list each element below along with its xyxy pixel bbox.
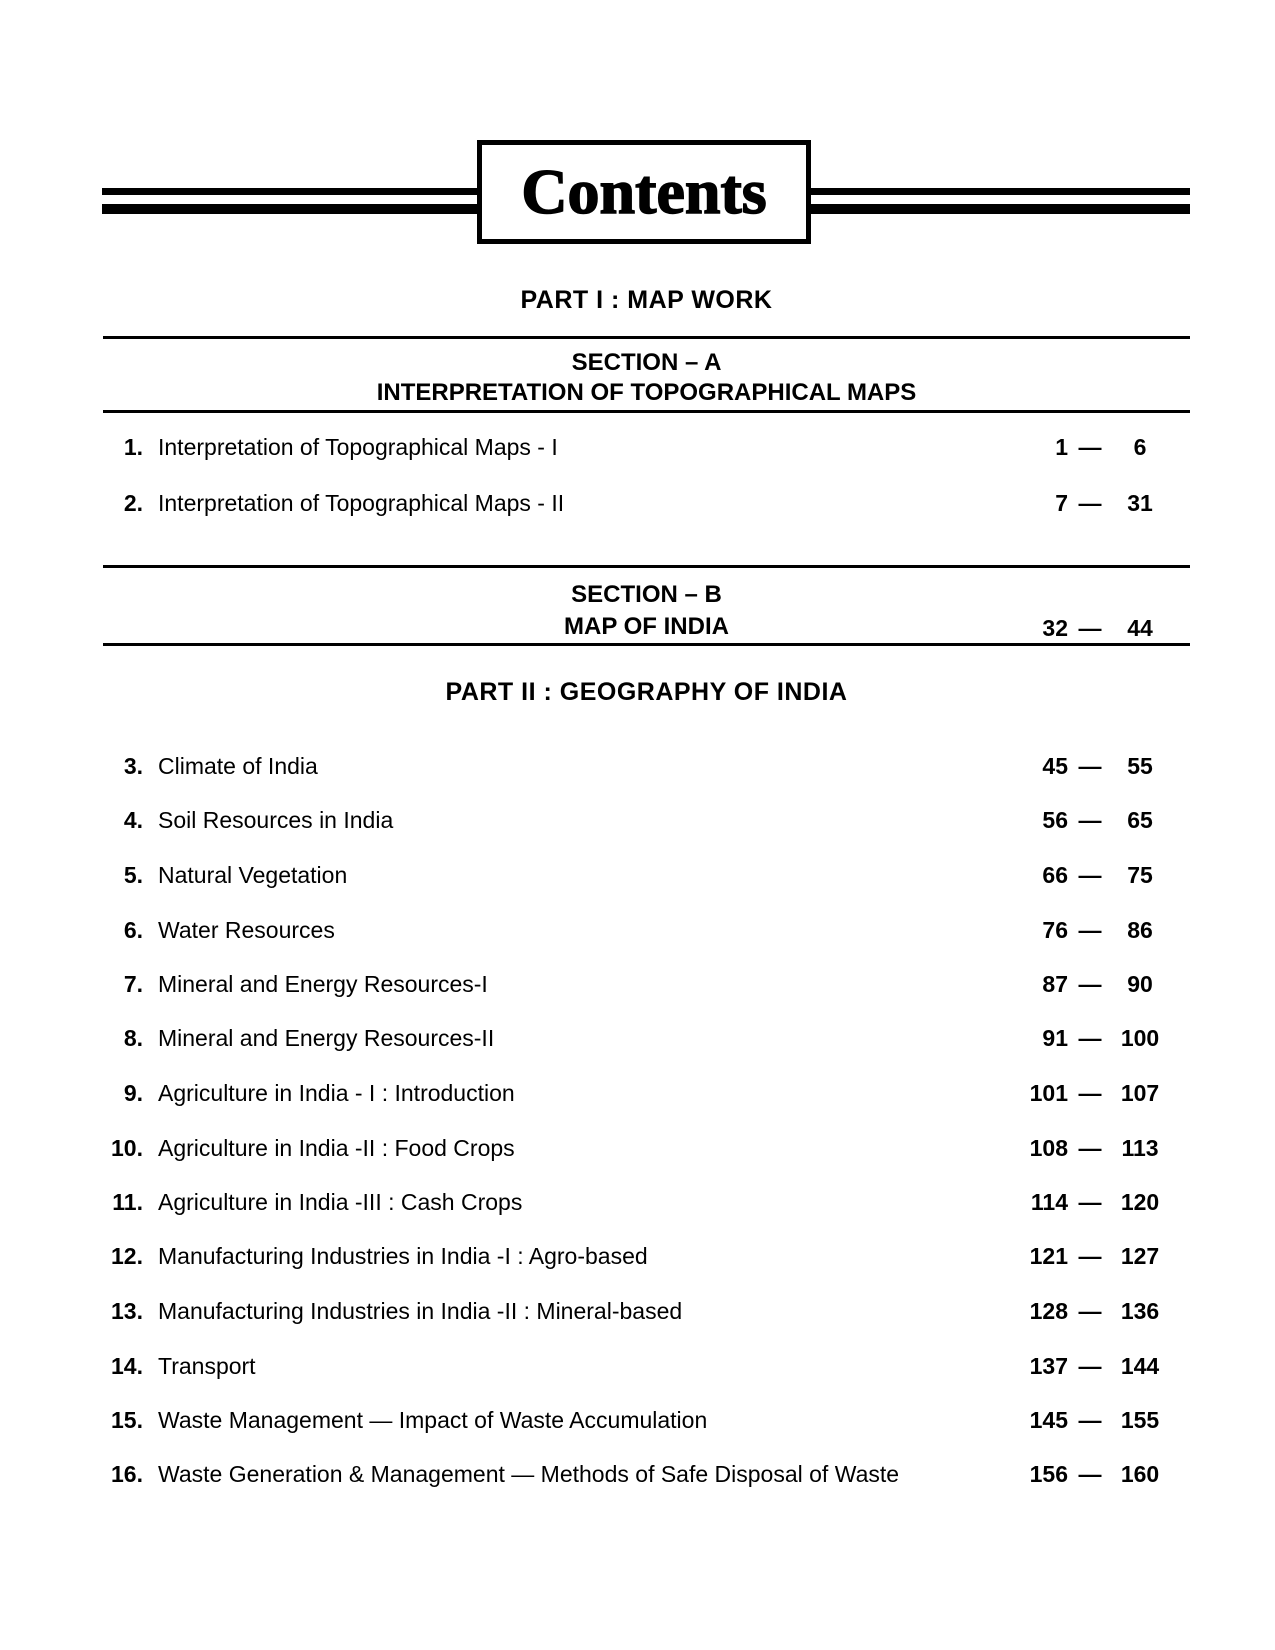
item-page-range: [1020, 916, 1168, 944]
part2-heading: PART II : GEOGRAPHY OF INDIA: [445, 678, 848, 706]
page-start: 45: [1042, 753, 1068, 779]
item-title: Manufacturing Industries in India -II : Mineral-based: [158, 1298, 683, 1324]
item-page-range: [1020, 1079, 1168, 1107]
page-dash: —: [1078, 753, 1102, 779]
section-b-subtitle: MAP OF INDIA: [564, 613, 729, 640]
item-page-range: [1020, 1406, 1168, 1434]
item-title: Natural Vegetation: [158, 862, 348, 888]
section-a-rule-top: [103, 336, 1190, 339]
item-number: 9.: [123, 1080, 143, 1106]
item-number: 14.: [111, 1353, 143, 1379]
toc-item-4: [0, 806, 1275, 836]
item-title: Water Resources: [158, 917, 335, 943]
toc-item-7: [0, 970, 1275, 1000]
page-end: 155: [1120, 1407, 1160, 1433]
item-number: 10.: [111, 1135, 143, 1161]
page-end: 31: [1127, 490, 1153, 516]
page-end: 55: [1127, 753, 1153, 779]
item-number: 6.: [123, 917, 143, 943]
section-a-subtitle: INTERPRETATION OF TOPOGRAPHICAL MAPS: [376, 379, 917, 406]
page-end: 107: [1120, 1080, 1160, 1106]
page-dash: —: [1078, 917, 1102, 943]
item-number: 5.: [123, 862, 143, 888]
item-number: 7.: [123, 971, 143, 997]
item-page-range: [1020, 1460, 1168, 1488]
page-dash: —: [1078, 1298, 1102, 1324]
page-start: 87: [1042, 971, 1068, 997]
page-start: 32: [1042, 615, 1068, 641]
item-number: 13.: [111, 1298, 143, 1324]
page-end: 6: [1133, 434, 1147, 460]
item-page-range: [1020, 861, 1168, 889]
page-end: 90: [1127, 971, 1153, 997]
page-start: 7: [1055, 490, 1068, 516]
item-title: Waste Management — Impact of Waste Accumulation: [158, 1407, 708, 1433]
page-dash: —: [1078, 1243, 1102, 1269]
page-start: 121: [1029, 1243, 1068, 1269]
item-page-range: [1020, 806, 1168, 834]
page-end: 65: [1127, 807, 1153, 833]
item-number: 3.: [123, 753, 143, 779]
toc-item-13: [0, 1297, 1275, 1327]
item-number: 11.: [112, 1189, 143, 1215]
item-page-range: [1020, 1134, 1168, 1162]
toc-item-6: [0, 916, 1275, 946]
page-start: 114: [1030, 1189, 1068, 1215]
part1-heading: PART I : MAP WORK: [520, 286, 773, 314]
page-title: Contents: [521, 156, 767, 227]
toc-item-3: [0, 752, 1275, 782]
page-end: 113: [1121, 1135, 1159, 1161]
page-end: 136: [1120, 1298, 1160, 1324]
item-page-range: [1020, 489, 1168, 517]
toc-item-1: [0, 433, 1275, 463]
item-title: Climate of India: [158, 753, 318, 779]
page-end: 100: [1120, 1025, 1160, 1051]
page-dash: —: [1078, 862, 1102, 888]
section-b-title: SECTION – B: [571, 581, 722, 608]
item-number: 16.: [111, 1461, 143, 1487]
page-end: 120: [1120, 1189, 1160, 1215]
page-dash: —: [1078, 615, 1102, 641]
section-b-rule-top: [103, 565, 1190, 568]
item-page-range: [1020, 1352, 1168, 1380]
item-title: Mineral and Energy Resources-II: [158, 1025, 495, 1051]
item-page-range: [1020, 1024, 1168, 1052]
item-title: Mineral and Energy Resources-I: [158, 971, 488, 997]
item-page-range: [1020, 1297, 1168, 1325]
page-end: 86: [1127, 917, 1153, 943]
contents-title-box: [477, 140, 811, 244]
page-start: 1: [1055, 434, 1068, 460]
page-dash: —: [1078, 1025, 1102, 1051]
toc-item-9: [0, 1079, 1275, 1109]
toc-item-11: [0, 1188, 1275, 1218]
item-page-range: [1020, 752, 1168, 780]
page-start: 128: [1029, 1298, 1068, 1324]
item-page-range: [1020, 1188, 1168, 1216]
item-number: 2.: [123, 490, 143, 516]
item-title: Transport: [158, 1353, 256, 1379]
item-title: Agriculture in India -III : Cash Crops: [158, 1189, 523, 1215]
page-dash: —: [1078, 1080, 1102, 1106]
page-dash: —: [1078, 1135, 1102, 1161]
toc-item-10: [0, 1134, 1275, 1164]
page-start: 91: [1042, 1025, 1068, 1051]
page-start: 145: [1029, 1407, 1068, 1433]
item-title: Interpretation of Topographical Maps - I: [158, 434, 558, 460]
section-a-title: SECTION – A: [571, 349, 722, 376]
toc-item-14: [0, 1352, 1275, 1382]
section-b-rule-bottom: [103, 643, 1190, 646]
item-title: Waste Generation & Management — Methods of Safe Disposal of Waste: [158, 1461, 900, 1487]
item-number: 12.: [111, 1243, 143, 1269]
page-start: 156: [1029, 1461, 1068, 1487]
item-title: Manufacturing Industries in India -I : Agro-based: [158, 1243, 648, 1269]
toc-item-16: [0, 1460, 1275, 1490]
page-start: 101: [1029, 1080, 1068, 1106]
page-end: 160: [1120, 1461, 1160, 1487]
item-page-range: [1020, 970, 1168, 998]
page-end: 144: [1120, 1353, 1160, 1379]
section-a-rule-bottom: [103, 410, 1190, 413]
item-title: Interpretation of Topographical Maps - II: [158, 490, 565, 516]
page-dash: —: [1078, 1353, 1102, 1379]
page-dash: —: [1078, 490, 1102, 516]
page-start: 137: [1029, 1353, 1068, 1379]
page-dash: —: [1078, 807, 1102, 833]
page-start: 108: [1029, 1135, 1068, 1161]
page-start: 76: [1042, 917, 1068, 943]
item-number: 8.: [123, 1025, 143, 1051]
toc-item-12: [0, 1242, 1275, 1272]
toc-item-5: [0, 861, 1275, 891]
item-page-range: [1020, 1242, 1168, 1270]
item-title: Soil Resources in India: [158, 807, 394, 833]
page-dash: —: [1078, 1189, 1102, 1215]
page-dash: —: [1078, 971, 1102, 997]
page-end: 44: [1127, 615, 1153, 641]
item-page-range: [1020, 614, 1168, 642]
toc-item-15: [0, 1406, 1275, 1436]
item-number: 4.: [123, 807, 143, 833]
page-start: 66: [1042, 862, 1068, 888]
toc-item-8: [0, 1024, 1275, 1054]
page-end: 127: [1120, 1243, 1160, 1269]
item-number: 1.: [123, 434, 143, 460]
page-start: 56: [1042, 807, 1068, 833]
item-page-range: [1020, 433, 1168, 461]
toc-item-2: [0, 489, 1275, 519]
page-dash: —: [1078, 434, 1102, 460]
page-end: 75: [1127, 862, 1153, 888]
item-title: Agriculture in India -II : Food Crops: [158, 1135, 515, 1161]
item-number: 15.: [111, 1407, 143, 1433]
item-title: Agriculture in India - I : Introduction: [158, 1080, 515, 1106]
section-b-page-row: [0, 614, 1275, 644]
page-dash: —: [1078, 1407, 1102, 1433]
page-dash: —: [1078, 1461, 1102, 1487]
